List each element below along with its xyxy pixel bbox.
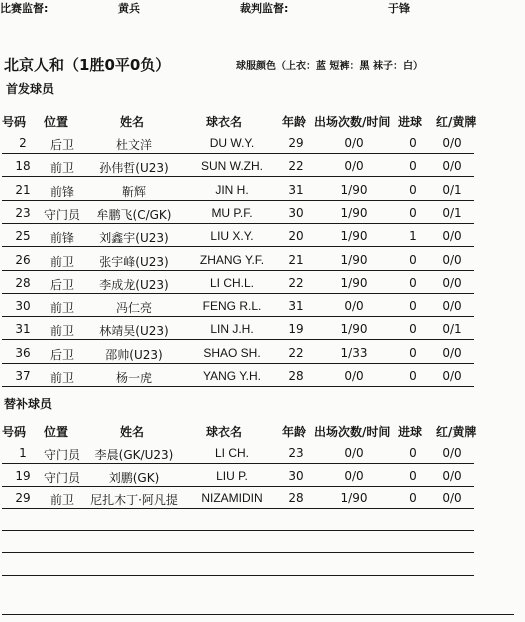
table-cell: 前卫 (49, 301, 74, 316)
table-cell: 19 (288, 322, 304, 337)
table-cell: 1/90 (340, 322, 368, 337)
table-cell: 22 (288, 275, 304, 290)
table-cell: 0 (409, 182, 417, 197)
row-rule (2, 339, 474, 340)
column-header: 出场次数/时间 (314, 115, 391, 129)
row-rule (2, 176, 474, 177)
table-cell: 刘鹏(GK) (108, 470, 160, 485)
subs-section-title: 替补球员 (4, 397, 53, 411)
column-header: 红/黄牌 (436, 425, 477, 439)
table-cell: 0/0 (442, 468, 462, 483)
table-cell: LIN J.H. (210, 322, 254, 337)
table-cell: 守门员 (43, 448, 80, 462)
table-cell: 守门员 (43, 207, 80, 222)
table-cell: 靳辉 (121, 184, 146, 199)
table-cell: 28 (288, 491, 304, 505)
row-rule (2, 153, 474, 154)
table-cell: DU W.Y. (209, 136, 255, 150)
table-cell: 0 (409, 205, 417, 220)
row-rule (2, 363, 474, 364)
starting-section-title: 首发球员 (6, 82, 55, 96)
table-cell: 20 (288, 229, 304, 244)
table-cell: 牟鹏飞(C/GK) (96, 207, 172, 222)
supervisor-label: 比赛监督: (0, 2, 49, 15)
table-cell: 19 (15, 468, 31, 483)
row-rule (2, 486, 474, 487)
table-cell: 22 (288, 345, 304, 360)
kit-colors: 球服颜色（上衣：蓝 短裤：黑 袜子：白） (236, 61, 423, 72)
table-cell: 1/90 (340, 491, 368, 505)
table-cell: 0/0 (442, 446, 462, 460)
table-cell: 前锋 (49, 231, 74, 246)
table-cell: 0 (409, 468, 417, 483)
table-cell: 0/0 (442, 252, 462, 267)
table-cell: 29 (15, 491, 31, 505)
table-cell: 25 (15, 229, 31, 244)
table-cell: 0/0 (442, 491, 462, 505)
column-header: 进球 (398, 425, 423, 439)
table-cell: 31 (288, 299, 304, 314)
table-cell: 21 (288, 252, 304, 267)
table-cell: 0 (409, 345, 417, 360)
table-cell: 后卫 (49, 138, 74, 152)
table-cell: JIN H. (215, 182, 249, 197)
table-cell: 杨一虎 (115, 371, 152, 385)
table-cell: 28 (288, 369, 304, 383)
supervisor-name: 黄兵 (118, 2, 140, 15)
table-cell: 0/0 (344, 446, 364, 460)
row-rule (2, 223, 474, 224)
table-cell: YANG Y.H. (202, 369, 262, 383)
table-cell: 21 (15, 182, 31, 197)
table-cell: 0 (409, 446, 417, 460)
table-cell: 前卫 (49, 161, 74, 176)
table-cell: 31 (15, 322, 31, 337)
table-cell: 0/0 (442, 299, 462, 314)
column-header: 姓名 (120, 425, 145, 439)
column-header: 出场次数/时间 (314, 425, 391, 439)
column-header: 号码 (2, 425, 27, 439)
table-cell: 0 (409, 252, 417, 267)
table-cell: 0/0 (344, 468, 364, 483)
column-header: 球衣名 (206, 115, 243, 129)
table-cell: 前锋 (49, 184, 74, 199)
table-cell: 前卫 (49, 324, 74, 339)
row-rule (2, 316, 474, 317)
table-cell: 30 (15, 299, 31, 314)
row-rule (2, 508, 474, 509)
table-cell: 0/0 (442, 159, 462, 174)
table-cell: FENG R.L. (202, 299, 262, 314)
table-cell: 0 (409, 159, 417, 174)
column-header: 进球 (398, 115, 423, 129)
column-header: 红/黄牌 (436, 115, 477, 129)
table-cell: LI CH.L. (209, 275, 254, 290)
table-cell: 邵帅(U23) (105, 347, 163, 362)
table-cell: 28 (15, 275, 31, 290)
table-cell: 31 (288, 182, 304, 197)
table-cell: 0/0 (442, 136, 462, 150)
table-cell: 0 (409, 322, 417, 337)
table-cell: 孙伟哲(U23) (99, 161, 169, 176)
column-header: 姓名 (120, 115, 145, 129)
table-cell: 后卫 (49, 277, 74, 292)
table-cell: 1/90 (340, 275, 368, 290)
row-rule (2, 463, 474, 464)
table-cell: NIZAMIDIN (201, 491, 263, 505)
table-cell: 0/0 (344, 299, 364, 314)
table-cell: 1/90 (340, 252, 368, 267)
table-cell: 36 (15, 345, 31, 360)
table-cell: 0 (409, 299, 417, 314)
table-cell: 1/90 (340, 205, 368, 220)
table-cell: 1/33 (340, 345, 368, 360)
table-cell: 23 (15, 205, 31, 220)
table-cell: 李成龙(U23) (99, 277, 169, 292)
table-cell: 1 (19, 446, 27, 460)
table-cell: 李晨(GK/U23) (94, 448, 174, 462)
row-rule (2, 246, 474, 247)
table-cell: 守门员 (43, 470, 80, 485)
blank-ruled-line (2, 530, 474, 531)
table-cell: SUN W.ZH. (201, 159, 263, 174)
blank-ruled-line (2, 614, 514, 615)
column-header: 位置 (44, 425, 69, 439)
table-cell: 张宇峰(U23) (99, 254, 169, 269)
row-rule (2, 200, 474, 201)
table-cell: 30 (288, 205, 304, 220)
column-header: 年龄 (282, 115, 307, 129)
table-cell: 18 (15, 159, 31, 174)
ref-supervisor-name: 于锋 (388, 2, 410, 15)
table-cell: 0/0 (442, 229, 462, 244)
table-cell: 杜文洋 (115, 138, 152, 152)
table-cell: 林靖昊(U23) (99, 324, 169, 339)
table-cell: 0/1 (442, 322, 462, 337)
table-cell: 冯仁亮 (115, 301, 152, 316)
table-cell: 29 (288, 136, 304, 150)
table-cell: 0 (409, 369, 417, 383)
column-header: 年龄 (282, 425, 307, 439)
table-cell: MU P.F. (211, 205, 253, 220)
table-cell: 0 (409, 136, 417, 150)
table-cell: 0/0 (442, 369, 462, 383)
table-cell: 0/0 (344, 369, 364, 383)
ref-supervisor-label: 裁判监督: (240, 2, 289, 15)
table-cell: 30 (288, 468, 304, 483)
table-cell: 1 (409, 229, 417, 244)
column-header: 号码 (2, 115, 27, 129)
table-cell: 0/0 (344, 159, 364, 174)
table-cell: 前卫 (49, 493, 74, 507)
row-rule (2, 293, 474, 294)
table-cell: 0 (409, 275, 417, 290)
table-cell: 0/1 (442, 182, 462, 197)
table-cell: 0 (409, 491, 417, 505)
table-cell: 后卫 (49, 347, 74, 362)
column-header: 球衣名 (206, 425, 243, 439)
table-cell: LIU P. (216, 468, 248, 483)
table-cell: 37 (15, 369, 31, 383)
table-cell: 前卫 (49, 254, 74, 269)
table-cell: 前卫 (49, 371, 74, 385)
table-cell: 0/0 (442, 345, 462, 360)
table-cell: 1/90 (340, 229, 368, 244)
table-cell: SHAO SH. (203, 345, 261, 360)
team-name: 北京人和（1胜0平0负） (4, 56, 171, 74)
table-cell: 2 (19, 136, 27, 150)
table-cell: 刘鑫宇(U23) (99, 231, 169, 246)
blank-ruled-line (2, 575, 474, 576)
column-header: 位置 (44, 115, 69, 129)
table-cell: ZHANG Y.F. (199, 252, 265, 267)
table-cell: 22 (288, 159, 304, 174)
table-cell: LIU X.Y. (210, 229, 254, 244)
table-cell: 1/90 (340, 182, 368, 197)
table-cell: 26 (15, 252, 31, 267)
table-cell: 0/1 (442, 205, 462, 220)
table-cell: 尼扎木丁·阿凡提 (90, 493, 178, 507)
table-cell: 0/0 (442, 275, 462, 290)
table-cell: LI CH. (214, 446, 249, 460)
table-cell: 0/0 (344, 136, 364, 150)
blank-ruled-line (2, 552, 474, 553)
row-rule (2, 386, 474, 387)
table-cell: 23 (288, 446, 304, 460)
row-rule (2, 270, 474, 271)
